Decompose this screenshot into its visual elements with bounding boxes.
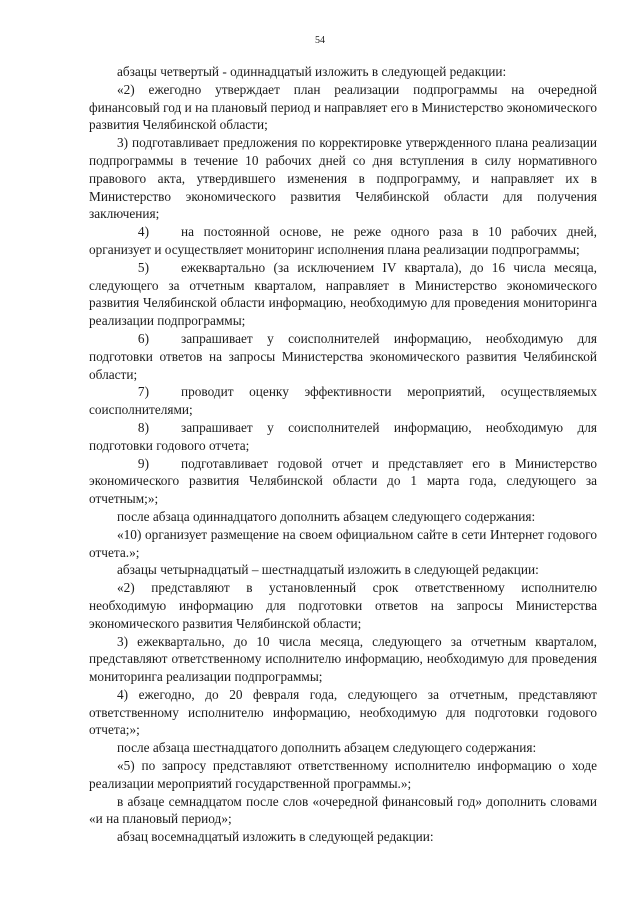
paragraph: «10) организует размещение на своем официальном сайте в сети Интернет годового отчета.»; <box>89 526 597 560</box>
paragraph: 4) ежегодно, до 20 февраля года, следующего за отчетным, представляют ответственному исполнителю информацию, необходимую для подготовки годового отчета;»; <box>89 686 597 738</box>
numbered-paragraph <box>89 330 597 383</box>
item-number: 7) <box>137 384 149 400</box>
item-text: ежеквартально (за исключением IV квартала), до 16 числа месяца, следующего за отчетным кварталом, направляет в Министерство экономического развития Челябинской области информацию, необходимую для проведения мониторинга реализации подпрограммы; <box>89 259 597 329</box>
paragraph: абзацы четвертый - одиннадцатый изложить в следующей редакции: <box>117 64 507 79</box>
item-number: 4) <box>137 224 149 240</box>
item-text: запрашивает у соисполнителей информацию, необходимую для подготовки годового отчета; <box>89 419 597 453</box>
item-text: на постоянной основе, не реже одного раза в 10 рабочих дней, организует и осуществляет мониторинг исполнения плана реализации подпрограммы; <box>89 224 597 257</box>
paragraph: в абзаце семнадцатом после слов «очередной финансовый год» дополнить словами «и на плановый период»; <box>89 793 597 827</box>
paragraph: после абзаца одиннадцатого дополнить абзацем следующего содержания: <box>117 508 536 524</box>
paragraph: абзацы четырнадцатый – шестнадцатый изложить в следующей редакции: <box>117 562 539 578</box>
item-number: 8) <box>137 419 149 435</box>
paragraph: после абзаца шестнадцатого дополнить абзацем следующего содержания: <box>117 740 537 756</box>
numbered-paragraph <box>89 419 597 455</box>
numbered-paragraph <box>89 223 597 259</box>
item-text: запрашивает у соисполнителей информацию, необходимую для подготовки ответов на запросы Министерства экономического развития Челябинской области; <box>89 330 597 382</box>
item-number: 9) <box>137 455 149 471</box>
document-body <box>89 63 597 846</box>
item-number: 6) <box>137 330 149 346</box>
paragraph: «2) ежегодно утверждает план реализации подпрограммы на очередной финансовый год и на плановый период и направляет его в Министерство экономического развития Челябинской области; <box>89 81 597 133</box>
item-text: проводит оценку эффективности мероприятий, осуществляемых соисполнителями; <box>89 384 597 418</box>
numbered-paragraph <box>89 455 597 508</box>
numbered-paragraph <box>89 259 597 330</box>
paragraph: «2) представляют в установленный срок ответственному исполнителю необходимую информацию для подготовки ответов на запросы Министерства экономического развития Челябинской области; <box>89 580 597 631</box>
item-number: 5) <box>137 259 149 275</box>
paragraph: абзац восемнадцатый изложить в следующей редакции: <box>117 829 434 845</box>
numbered-paragraph <box>89 383 597 419</box>
item-text: подготавливает годовой отчет и представляет его в Министерство экономического развития Челябинской области до 1 марта года, следующего за отчетным;»; <box>89 455 597 507</box>
paragraph: «5) по запросу представляют ответственному исполнителю информацию о ходе реализации мероприятий государственной программы.»; <box>89 758 597 791</box>
paragraph: 3) ежеквартально, до 10 числа месяца, следующего за отчетным кварталом, представляют ответственному исполнителю информацию, необходимую для проведения мониторинга реализации подпрограммы; <box>89 633 597 685</box>
page-number: 54 <box>315 35 325 46</box>
paragraph: 3) подготавливает предложения по корректировке утвержденного плана реализации подпрограммы в течение 10 рабочих дней со дня вступления в силу нормативного правового акта, утвердившего изменения в подпрограмму, и направляет их в Министерство экономического развития Челябинской области для получения заключения; <box>89 135 597 222</box>
